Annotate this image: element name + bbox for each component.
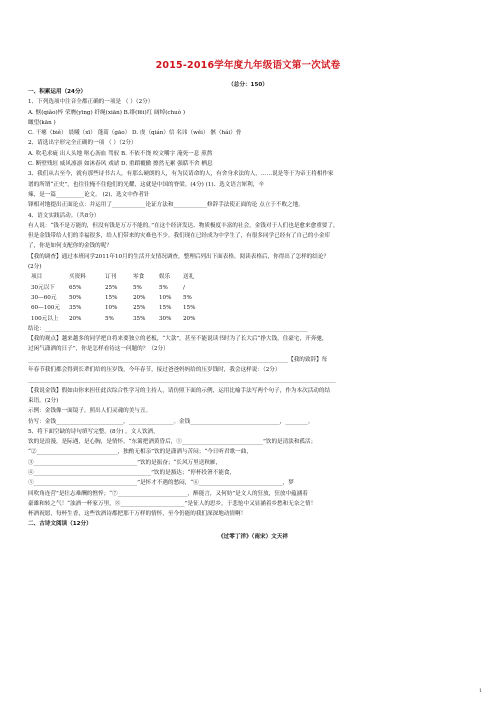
text-line: 锋相对地提出正面论点：并运用了____________论证方法和____________修辞手法使正面的论 点立于不败之地。 [28, 202, 304, 209]
section-lines-bottom [28, 324, 478, 530]
table-cell: 买资料 [69, 274, 86, 281]
table-cell: 20% [183, 315, 196, 322]
text-line: 一、积累运用（24分） [28, 89, 87, 95]
text-line: A. 惬(qiǎo)悴 荣膺(yīng) 纤绳(xiān) B.绯(fēi)红 阔绰(chuò ) [28, 109, 186, 116]
text-line: C. 断壁残垣 威风凛凛 如沐春风 戏谑 D. 重蹈覆辙 擦然无累 强聒不舍 栖息 [28, 161, 213, 168]
text-line: C. 干瘪（biě） 晨曦（xī） 蓬蒿（gāo） D. 虔（qián）信 名讳（wěi） 骸（hái）骨 [28, 130, 242, 137]
table-row [28, 283, 478, 293]
table-cell: 10% [105, 305, 118, 312]
poem-title: 《过零丁洋》（南宋）文天祥 [218, 533, 288, 540]
text-line: ④__________________________________________”饮的是豁达；“停杯投箸不能食， [28, 469, 236, 476]
text-line: 谱的所谓“正史”，也往往掩不住他们的光耀，这就是中国的脊梁。(4分) (1)、选文语言犀利，辛 [28, 181, 264, 188]
text-line: “②_____________________________，独酌无相亲”饮的是潇洒与苦闷；“今日听君歌一曲， [28, 449, 252, 456]
text-line: 示例：金钱像一面镜子，照出人们灵魂的美与丑。 [28, 408, 152, 415]
table-cell: 零食 [133, 274, 145, 281]
text-line: A. 吹毛求疵 出人头地 呕心沥血 驾驭 B. 不依不饶 咬文嚼字 淹死一息 煎熬 [28, 150, 213, 157]
table-cell: 100元以上 [31, 315, 59, 322]
text-line: 4、语文实践活动。（共8分） [28, 212, 100, 219]
exam-body [28, 87, 478, 542]
text-line: 回吹角连营”是壮志难酬的憔悴；“⑦_________________________，醉能言，又何妨”是文人的狂放，狂放中蕴涵着 [28, 490, 308, 497]
table-cell: 10% [159, 294, 172, 301]
total-score: （总分：150） [228, 82, 268, 88]
text-line: 二、古诗文阅读（12分） [28, 521, 92, 528]
table-cell: / [183, 284, 185, 291]
table-cell: 25% [133, 305, 146, 312]
table-cell: 娱乐 [159, 274, 171, 281]
table-row [28, 293, 478, 303]
text-line: 仿写：金钱________________________，________________。金钱________________________________，________。 [28, 418, 314, 425]
table-row [28, 314, 478, 324]
text-line: 有人说：“钱不是万能的，但没有钱是万万不能的。”在这个经济发达、物质极度丰富的社会，金钱对于人们也是愈来愈重要了， [28, 222, 339, 229]
text-line: 1、下列选项中注音全都正确的一项是 （ ）（2分） [28, 99, 154, 106]
table-cell: 60—100元 [31, 305, 60, 312]
text-line: ③_____________________________________”饮的是振奋；“长风万里送秋雁， [28, 459, 222, 466]
text-line: (2分) [28, 264, 42, 271]
text-line: 3、我们从古至今，就有那些诗书古人，有那么硬朗的人，有为民请命的人，有舍身求法的人，……说是等于为帝王将相作家 [28, 171, 334, 178]
spending-table [28, 272, 478, 323]
page-title: 2015-2016学年度九年级语文第一次试卷 [155, 60, 341, 71]
table-cell: 30—60元 [31, 294, 57, 301]
table-cell: 35% [133, 315, 146, 322]
text-line: 2、请选出字形完全正确的一项 （ ）（2分） [28, 140, 137, 147]
table-header-row [28, 272, 478, 282]
text-line: 过闲气潇洒的日子”，你是怎样看待这一问题的？（2分） [28, 346, 169, 353]
text-line: 了，你是如何支配你的金钱的呢？ [28, 243, 112, 250]
text-line: 饮的是浪漫，是际遇，是心胸，是情怀。“东篱把酒黄昏后，①_____________________________”饮的是清淡和孤活； [28, 439, 317, 446]
table-row [28, 303, 478, 313]
text-line: 束语。(2分) [28, 397, 59, 404]
table-cell: 65% [69, 284, 82, 291]
table-cell: 订刊 [105, 274, 117, 281]
text-line: 【我的调查】通过本班同学2011年10月的生活开支情况调查，整理后列出下面表格。阅读表格后，你得出了怎样的结论？ [28, 253, 330, 260]
text-line: 【我说金钱】假如由你来担任此次综合性学习的主持人，请仿照下面的示例，运用比喻手法写两个句子，作为本次活动的结 [28, 387, 331, 394]
table-cell: 15% [159, 305, 172, 312]
text-line: _____________________________________________________________________________________________【我的致辞】每 [28, 356, 328, 363]
section-lines-top [28, 87, 478, 272]
table-cell: 5% [133, 284, 142, 291]
table-cell: 项目 [31, 274, 43, 281]
text-line: 年春节我们都会得到长辈们给的压岁钱，今年春节，接过爸爸妈妈给的压岁钱时，我会这样说：（2分） [28, 367, 281, 374]
text-line: 【我的观点】越来越多的同学把自将来要独立的老板，“大款”，甚至不能说读书时为了长大后“挣大钱，住豪宅，开奔驰， [28, 336, 328, 343]
text-line: 瞰望(kān ) [28, 119, 56, 126]
table-cell: 30元以下 [31, 284, 55, 291]
table-cell: 15% [183, 305, 196, 312]
text-line: ⑤_____________________________________”是怀才不遇的愁闷，“⑥______________________________，梦 [28, 480, 294, 487]
text-line: ______________________________________________________________________________________________________________ [28, 377, 336, 384]
table-cell: 20% [69, 315, 82, 322]
table-cell: 送礼 [183, 274, 195, 281]
table-cell: 50% [69, 294, 82, 301]
table-cell: 5% [105, 315, 114, 322]
text-line: 辣，是一篇__________论文。 (2)、选文中作者针 [28, 191, 150, 198]
table-cell: 5% [159, 284, 168, 291]
text-line: 结论：______________________________________________________________________________________________ [28, 325, 308, 332]
text-line: 5、将下面空缺的诗句填写完整。(8分) 。文人饮酒， [28, 428, 159, 435]
text-line: 但是金钱带给人们的幸福很多，给人们带来的灾难也不少。我们现在已经成为中学生了，有很多同学已经有了自己的小金库 [28, 233, 331, 240]
table-cell: 25% [105, 284, 118, 291]
text-line: 杯酒祝愿，每杯生香，这些饮酒诗都把那千万样的情怀，至今仍能的我们深深地动情啊！ [28, 511, 247, 518]
table-cell: 35% [69, 305, 82, 312]
table-cell: 5% [183, 294, 192, 301]
page-number: 1 [478, 688, 482, 694]
text-line: 豪雄和转之气！“浊酒一杯家万里，⑧_______________________”是征人的思乡，于悲怆中又显涵着乡愁和无奈之情！ [28, 500, 317, 507]
table-cell: 30% [159, 315, 172, 322]
table-cell: 15% [105, 294, 118, 301]
table-cell: 20% [133, 294, 146, 301]
